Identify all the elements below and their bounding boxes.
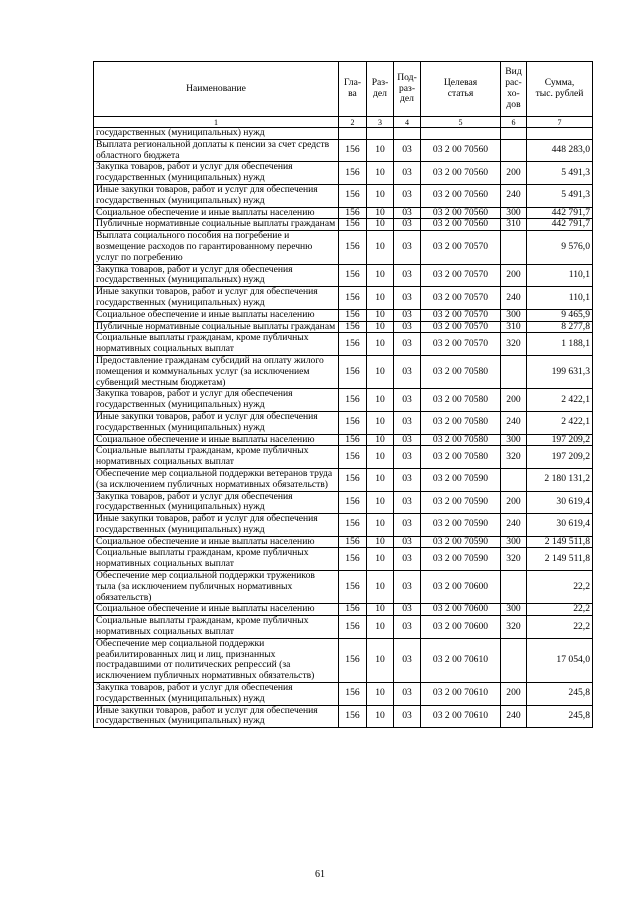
row-subsection: 03 [394, 683, 421, 706]
row-name: Социальные выплаты гражданам, кроме публичных нормативных социальных выплат [94, 446, 339, 469]
row-subsection: 03 [394, 571, 421, 604]
row-chapter: 156 [339, 333, 367, 356]
table-row [94, 446, 593, 469]
column-number: 2 [339, 117, 367, 128]
row-chapter: 156 [339, 355, 367, 388]
row-expense: 200 [501, 389, 527, 412]
column-number: 4 [394, 117, 421, 128]
row-expense: 300 [501, 604, 527, 616]
row-name: Социальное обеспечение и иные выплаты населению [94, 309, 339, 321]
row-section: 10 [367, 411, 394, 434]
row-subsection: 03 [394, 536, 421, 548]
row-chapter: 156 [339, 705, 367, 728]
row-expense: 300 [501, 309, 527, 321]
row-chapter: 156 [339, 287, 367, 310]
header-chapter: Гла- ва [339, 62, 367, 117]
row-section: 10 [367, 604, 394, 616]
row-subsection: 03 [394, 207, 421, 219]
row-subsection: 03 [394, 468, 421, 491]
row-amount: 30 619,4 [527, 491, 593, 514]
row-section: 10 [367, 616, 394, 639]
row-amount: 2 422,1 [527, 389, 593, 412]
budget-table [93, 61, 593, 728]
row-subsection: 03 [394, 548, 421, 571]
row-section: 10 [367, 514, 394, 537]
row-target: 03 2 00 70560 [421, 139, 501, 162]
row-chapter: 156 [339, 536, 367, 548]
table-row [94, 434, 593, 446]
row-subsection: 03 [394, 411, 421, 434]
row-target: 03 2 00 70570 [421, 309, 501, 321]
row-subsection: 03 [394, 309, 421, 321]
row-name: Социальные выплаты гражданам, кроме публичных нормативных социальных выплат [94, 548, 339, 571]
table-row [94, 514, 593, 537]
header-row [94, 62, 593, 117]
row-chapter: 156 [339, 207, 367, 219]
row-name: Иные закупки товаров, работ и услуг для обеспечения государственных (муниципальных) нужд [94, 184, 339, 207]
table-row [94, 207, 593, 219]
row-expense: 320 [501, 446, 527, 469]
row-amount: 22,2 [527, 571, 593, 604]
row-amount: 22,2 [527, 616, 593, 639]
row-target: 03 2 00 70610 [421, 638, 501, 682]
row-subsection: 03 [394, 616, 421, 639]
row-name: Социальное обеспечение и иные выплаты населению [94, 536, 339, 548]
table-row [94, 536, 593, 548]
header-subsection: Под- раз- дел [394, 62, 421, 117]
row-section: 10 [367, 231, 394, 264]
row-subsection: 03 [394, 231, 421, 264]
row-amount: 2 422,1 [527, 411, 593, 434]
table-row [94, 705, 593, 728]
row-target: 03 2 00 70590 [421, 548, 501, 571]
row-amount: 5 491,3 [527, 162, 593, 185]
row-subsection: 03 [394, 638, 421, 682]
table-row [94, 139, 593, 162]
row-target: 03 2 00 70580 [421, 355, 501, 388]
column-number: 6 [501, 117, 527, 128]
row-name: Социальные выплаты гражданам, кроме публичных нормативных социальных выплат [94, 616, 339, 639]
row-name: Закупка товаров, работ и услуг для обеспечения государственных (муниципальных) нужд [94, 162, 339, 185]
row-name: Социальное обеспечение и иные выплаты населению [94, 604, 339, 616]
row-amount: 110,1 [527, 287, 593, 310]
row-expense: 300 [501, 207, 527, 219]
row-subsection: 03 [394, 139, 421, 162]
header-section: Раз- дел [367, 62, 394, 117]
row-amount: 110,1 [527, 264, 593, 287]
row-subsection: 03 [394, 389, 421, 412]
table-row [94, 638, 593, 682]
row-target: 03 2 00 70610 [421, 705, 501, 728]
row-target [421, 128, 501, 140]
table-row [94, 683, 593, 706]
row-name: Иные закупки товаров, работ и услуг для обеспечения государственных (муниципальных) нужд [94, 411, 339, 434]
table-row [94, 491, 593, 514]
row-chapter: 156 [339, 309, 367, 321]
row-target: 03 2 00 70560 [421, 184, 501, 207]
row-chapter: 156 [339, 616, 367, 639]
row-expense [501, 355, 527, 388]
row-chapter: 156 [339, 184, 367, 207]
row-section: 10 [367, 683, 394, 706]
row-name: Закупка товаров, работ и услуг для обеспечения государственных (муниципальных) нужд [94, 389, 339, 412]
row-name: Обеспечение мер социальной поддержки ветеранов труда (за исключением публичных нормативных обязательств) [94, 468, 339, 491]
column-number: 7 [527, 117, 593, 128]
table-row [94, 355, 593, 388]
row-name: Закупка товаров, работ и услуг для обеспечения государственных (муниципальных) нужд [94, 683, 339, 706]
row-target: 03 2 00 70600 [421, 571, 501, 604]
row-amount: 2 149 511,8 [527, 548, 593, 571]
header-name: Наименование [94, 62, 339, 117]
row-target: 03 2 00 70560 [421, 207, 501, 219]
row-section: 10 [367, 548, 394, 571]
row-expense: 200 [501, 264, 527, 287]
row-name: Публичные нормативные социальные выплаты гражданам [94, 219, 339, 231]
table-row [94, 162, 593, 185]
row-target: 03 2 00 70580 [421, 446, 501, 469]
row-name: Социальное обеспечение и иные выплаты населению [94, 434, 339, 446]
table-row [94, 604, 593, 616]
row-target: 03 2 00 70590 [421, 468, 501, 491]
row-name: Закупка товаров, работ и услуг для обеспечения государственных (муниципальных) нужд [94, 264, 339, 287]
row-target: 03 2 00 70560 [421, 162, 501, 185]
row-expense: 240 [501, 514, 527, 537]
row-section: 10 [367, 446, 394, 469]
row-chapter: 156 [339, 231, 367, 264]
row-amount [527, 128, 593, 140]
row-subsection: 03 [394, 705, 421, 728]
header-amount: Сумма, тыс. рублей [527, 62, 593, 117]
row-chapter: 156 [339, 514, 367, 537]
row-section: 10 [367, 389, 394, 412]
row-subsection: 03 [394, 264, 421, 287]
row-chapter: 156 [339, 638, 367, 682]
row-target: 03 2 00 70570 [421, 287, 501, 310]
table-row [94, 309, 593, 321]
table-row [94, 571, 593, 604]
row-name: Закупка товаров, работ и услуг для обеспечения государственных (муниципальных) нужд [94, 491, 339, 514]
header-expense: Вид рас- хо- дов [501, 62, 527, 117]
row-subsection: 03 [394, 491, 421, 514]
row-expense: 240 [501, 705, 527, 728]
table-row [94, 411, 593, 434]
row-target: 03 2 00 70570 [421, 333, 501, 356]
row-chapter: 156 [339, 139, 367, 162]
row-name: Иные закупки товаров, работ и услуг для обеспечения государственных (муниципальных) нужд [94, 705, 339, 728]
row-chapter: 156 [339, 389, 367, 412]
table-body [94, 128, 593, 728]
row-name: Обеспечение мер социальной поддержки реабилитированных лиц и лиц, признанных пострадавшими от политических репрессий (за исключением публичных нормативных обязательств) [94, 638, 339, 682]
row-amount: 245,8 [527, 705, 593, 728]
table-row [94, 231, 593, 264]
table-row [94, 184, 593, 207]
row-expense: 240 [501, 287, 527, 310]
row-amount: 442 791,7 [527, 219, 593, 231]
row-name: Социальные выплаты гражданам, кроме публичных нормативных социальных выплат [94, 333, 339, 356]
row-amount: 245,8 [527, 683, 593, 706]
row-subsection: 03 [394, 184, 421, 207]
row-target: 03 2 00 70570 [421, 231, 501, 264]
row-name: Обеспечение мер социальной поддержки тружеников тыла (за исключением публичных нормативных обязательств) [94, 571, 339, 604]
row-expense [501, 139, 527, 162]
table-row [94, 616, 593, 639]
row-subsection [394, 128, 421, 140]
row-section: 10 [367, 571, 394, 604]
row-amount: 197 209,2 [527, 434, 593, 446]
row-target: 03 2 00 70590 [421, 514, 501, 537]
row-amount: 22,2 [527, 604, 593, 616]
row-target: 03 2 00 70570 [421, 264, 501, 287]
row-chapter: 156 [339, 264, 367, 287]
row-amount: 17 054,0 [527, 638, 593, 682]
row-section [367, 128, 394, 140]
row-target: 03 2 00 70580 [421, 411, 501, 434]
row-subsection: 03 [394, 514, 421, 537]
row-section: 10 [367, 321, 394, 333]
row-amount: 5 491,3 [527, 184, 593, 207]
row-section: 10 [367, 287, 394, 310]
row-target: 03 2 00 70610 [421, 683, 501, 706]
row-chapter: 156 [339, 604, 367, 616]
row-expense [501, 468, 527, 491]
row-expense: 240 [501, 184, 527, 207]
table-row [94, 333, 593, 356]
row-target: 03 2 00 70580 [421, 389, 501, 412]
table-row [94, 219, 593, 231]
column-number-row [94, 117, 593, 128]
row-section: 10 [367, 333, 394, 356]
column-number: 1 [94, 117, 339, 128]
row-name: Предоставление гражданам субсидий на оплату жилого помещения и коммунальных услуг (за исключением субвенций местным бюджетам) [94, 355, 339, 388]
row-section: 10 [367, 139, 394, 162]
row-amount: 448 283,0 [527, 139, 593, 162]
row-expense: 240 [501, 411, 527, 434]
row-target: 03 2 00 70600 [421, 604, 501, 616]
row-chapter: 156 [339, 548, 367, 571]
row-target: 03 2 00 70580 [421, 434, 501, 446]
row-target: 03 2 00 70570 [421, 321, 501, 333]
row-amount: 199 631,3 [527, 355, 593, 388]
row-chapter: 156 [339, 321, 367, 333]
table-row [94, 548, 593, 571]
row-amount: 8 277,8 [527, 321, 593, 333]
row-name: Иные закупки товаров, работ и услуг для обеспечения государственных (муниципальных) нужд [94, 514, 339, 537]
row-subsection: 03 [394, 355, 421, 388]
row-section: 10 [367, 219, 394, 231]
row-expense [501, 571, 527, 604]
row-subsection: 03 [394, 333, 421, 356]
row-subsection: 03 [394, 446, 421, 469]
row-section: 10 [367, 355, 394, 388]
row-expense: 200 [501, 683, 527, 706]
row-expense [501, 128, 527, 140]
row-amount: 197 209,2 [527, 446, 593, 469]
header-target: Целевая статья [421, 62, 501, 117]
row-chapter: 156 [339, 571, 367, 604]
row-chapter: 156 [339, 491, 367, 514]
row-name: Иные закупки товаров, работ и услуг для обеспечения государственных (муниципальных) нужд [94, 287, 339, 310]
row-section: 10 [367, 705, 394, 728]
row-target: 03 2 00 70600 [421, 616, 501, 639]
row-amount: 9 465,9 [527, 309, 593, 321]
row-name: Выплата социального пособия на погребение и возмещение расходов по гарантированному перечню услуг по погребению [94, 231, 339, 264]
row-target: 03 2 00 70590 [421, 491, 501, 514]
row-section: 10 [367, 184, 394, 207]
page-number: 61 [315, 869, 325, 880]
row-chapter: 156 [339, 446, 367, 469]
row-amount: 30 619,4 [527, 514, 593, 537]
row-expense: 200 [501, 162, 527, 185]
row-section: 10 [367, 162, 394, 185]
row-amount: 2 149 511,8 [527, 536, 593, 548]
row-section: 10 [367, 536, 394, 548]
row-chapter: 156 [339, 162, 367, 185]
row-name: государственных (муниципальных) нужд [94, 128, 339, 140]
row-amount: 1 188,1 [527, 333, 593, 356]
row-subsection: 03 [394, 321, 421, 333]
row-target: 03 2 00 70590 [421, 536, 501, 548]
row-section: 10 [367, 309, 394, 321]
row-amount: 9 576,0 [527, 231, 593, 264]
row-chapter: 156 [339, 411, 367, 434]
row-expense [501, 638, 527, 682]
table-row [94, 321, 593, 333]
table-row [94, 287, 593, 310]
row-name: Социальное обеспечение и иные выплаты населению [94, 207, 339, 219]
table-row [94, 264, 593, 287]
row-chapter: 156 [339, 468, 367, 491]
row-chapter: 156 [339, 683, 367, 706]
column-number: 3 [367, 117, 394, 128]
row-expense: 320 [501, 333, 527, 356]
table-row [94, 389, 593, 412]
row-expense: 320 [501, 548, 527, 571]
row-subsection: 03 [394, 287, 421, 310]
table-row [94, 128, 593, 140]
row-subsection: 03 [394, 604, 421, 616]
table-row [94, 468, 593, 491]
row-amount: 2 180 131,2 [527, 468, 593, 491]
row-subsection: 03 [394, 162, 421, 185]
row-chapter: 156 [339, 434, 367, 446]
row-amount: 442 791,7 [527, 207, 593, 219]
row-expense: 320 [501, 616, 527, 639]
row-subsection: 03 [394, 434, 421, 446]
row-expense: 200 [501, 491, 527, 514]
row-section: 10 [367, 468, 394, 491]
row-subsection: 03 [394, 219, 421, 231]
row-chapter [339, 128, 367, 140]
row-chapter: 156 [339, 219, 367, 231]
row-target: 03 2 00 70560 [421, 219, 501, 231]
column-number: 5 [421, 117, 501, 128]
row-section: 10 [367, 264, 394, 287]
row-name: Выплата региональной доплаты к пенсии за счет средств областного бюджета [94, 139, 339, 162]
row-section: 10 [367, 491, 394, 514]
row-name: Публичные нормативные социальные выплаты гражданам [94, 321, 339, 333]
row-expense: 310 [501, 219, 527, 231]
row-section: 10 [367, 638, 394, 682]
row-section: 10 [367, 434, 394, 446]
row-expense: 300 [501, 434, 527, 446]
row-section: 10 [367, 207, 394, 219]
row-expense: 310 [501, 321, 527, 333]
row-expense [501, 231, 527, 264]
row-expense: 300 [501, 536, 527, 548]
